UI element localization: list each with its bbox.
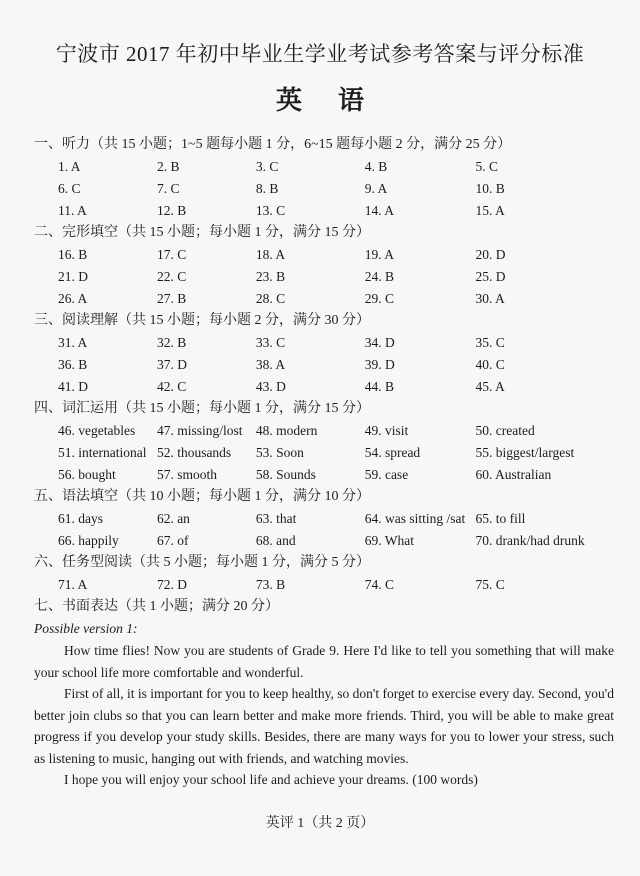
- answer-item: 28. C: [255, 291, 286, 306]
- section-heading-reading: 三、阅读理解（共 15 小题；每小题 2 分，满分 30 分）: [34, 313, 370, 328]
- essay-paragraph: I hope you will enjoy your school life and achieve your dreams. (100 words): [64, 772, 478, 787]
- answer-item: 57. smooth: [156, 467, 217, 482]
- answer-item: 44. B: [364, 379, 394, 394]
- answer-item: 63. that: [255, 511, 297, 526]
- answer-item: 12. B: [156, 203, 187, 218]
- answer-item: 68. and: [255, 533, 296, 548]
- answer-item: 67. of: [156, 533, 189, 548]
- answer-row: [34, 530, 614, 552]
- answer-item: 24. B: [364, 269, 394, 284]
- section-heading-listening: 一、听力（共 15 小题；1~5 题每小题 1 分，6~15 题每小题 2 分，满分 25 分）: [34, 137, 512, 152]
- answer-item: 54. spread: [364, 445, 421, 460]
- answer-item: 74. C: [364, 577, 394, 592]
- answer-item: 27. B: [156, 291, 187, 306]
- page-footer: 英评 1（共 2 页）: [265, 816, 375, 831]
- answer-item: 23. B: [255, 269, 286, 284]
- answer-item: 25. D: [475, 269, 506, 284]
- section-heading-cloze: 二、完形填空（共 15 小题；每小题 1 分，满分 15 分）: [34, 225, 370, 240]
- answer-item: 30. A: [475, 291, 505, 306]
- answer-item: 2. B: [156, 159, 180, 174]
- answer-item: 53. Soon: [255, 445, 304, 460]
- answer-item: 70. drank/had drunk: [475, 533, 585, 548]
- answer-item: 6. C: [58, 181, 81, 196]
- answer-row: [34, 178, 614, 200]
- answer-item: 39. D: [364, 357, 395, 372]
- answer-item: 73. B: [255, 577, 286, 592]
- subject-heading: 英语: [275, 86, 400, 115]
- answer-row: [34, 156, 614, 178]
- answer-item: 8. B: [255, 181, 279, 196]
- answer-row: [34, 508, 614, 530]
- section-heading-vocabulary: 四、词汇运用（共 15 小题；每小题 1 分，满分 15 分）: [34, 401, 370, 416]
- answer-item: 35. C: [475, 335, 505, 350]
- answer-row: [34, 200, 614, 222]
- essay-paragraph: How time flies! Now you are students of Grade 9. Here I'd like to tell you something that will make your school life more comfortable and wonderful.: [34, 643, 614, 680]
- answer-item: 56. bought: [58, 467, 116, 482]
- answer-item: 47. missing/lost: [156, 423, 243, 438]
- answer-content: [34, 134, 614, 791]
- answer-item: 62. an: [156, 511, 190, 526]
- answer-item: 61. days: [58, 511, 103, 526]
- answer-item: 69. What: [364, 533, 414, 548]
- answer-item: 33. C: [255, 335, 286, 350]
- answer-row: [34, 420, 614, 442]
- answer-item: 65. to fill: [475, 511, 526, 526]
- answer-item: 64. was sitting /sat: [364, 511, 466, 526]
- answer-item: 19. A: [364, 247, 394, 262]
- version-label: Possible version 1:: [34, 621, 138, 636]
- answer-item: 46. vegetables: [58, 423, 136, 438]
- answer-item: 4. B: [364, 159, 388, 174]
- answer-item: 13. C: [255, 203, 286, 218]
- answer-item: 10. B: [475, 181, 505, 196]
- answer-row: [34, 244, 614, 266]
- section-heading-task-reading: 六、任务型阅读（共 5 小题；每小题 1 分，满分 5 分）: [34, 555, 370, 570]
- answer-item: 29. C: [364, 291, 394, 306]
- answer-item: 3. C: [255, 159, 279, 174]
- answer-item: 59. case: [364, 467, 409, 482]
- answer-item: 42. C: [156, 379, 187, 394]
- answer-item: 1. A: [58, 159, 81, 174]
- answer-item: 71. A: [58, 577, 88, 592]
- answer-item: 34. D: [364, 335, 395, 350]
- answer-item: 45. A: [475, 379, 505, 394]
- section-heading-writing: 七、书面表达（共 1 小题；满分 20 分）: [34, 599, 279, 614]
- answer-item: 60. Australian: [475, 467, 552, 482]
- answer-item: 55. biggest/largest: [475, 445, 575, 460]
- answer-item: 20. D: [475, 247, 506, 262]
- answer-item: 48. modern: [255, 423, 318, 438]
- answer-item: 7. C: [156, 181, 180, 196]
- section-heading-grammar: 五、语法填空（共 10 小题；每小题 1 分，满分 10 分）: [34, 489, 370, 504]
- answer-item: 38. A: [255, 357, 286, 372]
- answer-item: 16. B: [58, 247, 88, 262]
- answer-row: [34, 464, 614, 486]
- answer-row: [34, 266, 614, 288]
- answer-item: 31. A: [58, 335, 88, 350]
- answer-item: 14. A: [364, 203, 394, 218]
- answer-item: 15. A: [475, 203, 505, 218]
- answer-item: 36. B: [58, 357, 88, 372]
- answer-item: 72. D: [156, 577, 187, 592]
- answer-item: 21. D: [58, 269, 88, 284]
- document-title: 宁波市 2017 年初中毕业生学业考试参考答案与评分标准: [55, 42, 585, 66]
- answer-item: 5. C: [475, 159, 499, 174]
- answer-item: 66. happily: [58, 533, 119, 548]
- answer-row: [34, 442, 614, 464]
- answer-row: [34, 376, 614, 398]
- answer-item: 58. Sounds: [255, 467, 316, 482]
- answer-row: [34, 332, 614, 354]
- answer-item: 50. created: [475, 423, 535, 438]
- answer-item: 75. C: [475, 577, 505, 592]
- answer-item: 18. A: [255, 247, 286, 262]
- answer-item: 43. D: [255, 379, 286, 394]
- answer-item: 17. C: [156, 247, 187, 262]
- answer-row: [34, 354, 614, 376]
- answer-item: 41. D: [58, 379, 88, 394]
- answer-row: [34, 574, 614, 596]
- answer-item: 22. C: [156, 269, 187, 284]
- answer-row: [34, 288, 614, 310]
- answer-item: 11. A: [58, 203, 87, 218]
- answer-item: 40. C: [475, 357, 505, 372]
- answer-item: 52. thousands: [156, 445, 232, 460]
- answer-item: 26. A: [58, 291, 88, 306]
- essay-paragraph: First of all, it is important for you to keep healthy, so don't forget to exercise every day. Second, you'd better join clubs so that you can learn better and make more friends. Third, you will be able to make great progress if you develop your study skills. Besides, there are many ways for you to lower your stress, such as listening to music, hanging out with friends, and watching movies.: [34, 686, 614, 766]
- answer-item: 32. B: [156, 335, 187, 350]
- answer-item: 37. D: [156, 357, 187, 372]
- answer-item: 9. A: [364, 181, 388, 196]
- answer-item: 51. international: [58, 445, 147, 460]
- answer-item: 49. visit: [364, 423, 409, 438]
